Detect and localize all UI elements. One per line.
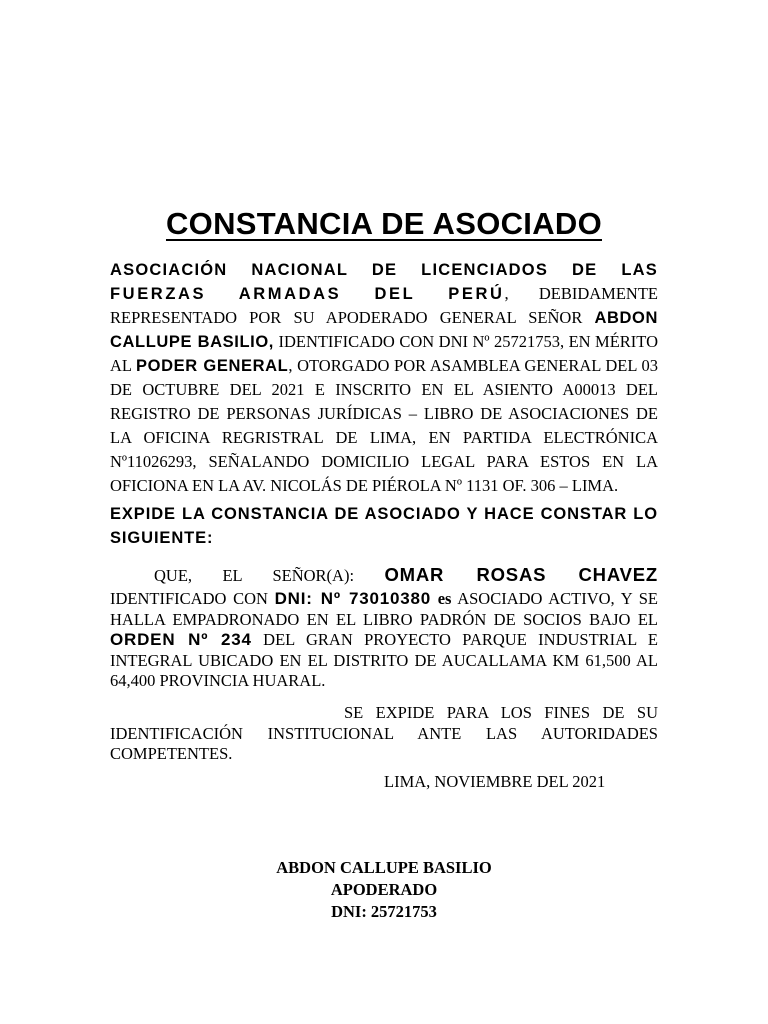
- member-text-c: DEL GRAN PROYECTO PARQUE INDUSTRIAL E INTEGRAL UBICADO EN EL DISTRITO DE AUCALLAMA KM 61,500 AL 64,400 PROVINCIA HUARAL.: [110, 630, 658, 690]
- member-line: [110, 562, 658, 589]
- member-dni: DNI: Nº 73010380: [274, 589, 432, 608]
- signature-role: APODERADO: [330, 880, 438, 899]
- paragraph-expide-colon: :: [207, 529, 214, 547]
- signature-name: ABDON CALLUPE BASILIO: [276, 858, 492, 877]
- member-name: OMAR ROSAS CHAVEZ: [384, 564, 658, 585]
- member-text-b: ASOCIADO ACTIVO, Y SE HALLA EMPADRONADO EN EL LIBRO PADRÓN DE SOCIOS BAJO EL: [110, 589, 658, 629]
- paragraph-association-text-b: IDENTIFICADO CON DNI Nº 25721753, EN MÉRITO AL: [110, 332, 658, 375]
- member-lead: QUE, EL SEÑOR(A):: [154, 566, 385, 585]
- paragraph-purpose: [110, 703, 658, 765]
- member-text-a: IDENTIFICADO CON: [110, 589, 275, 608]
- purpose-text: SE EXPIDE PARA LOS FINES DE SU IDENTIFICACIÓN INSTITUCIONAL ANTE LAS AUTORIDADES COMPETENTES.: [110, 703, 658, 763]
- association-name-line1: ASOCIACIÓN NACIONAL DE LICENCIADOS DE LAS: [110, 261, 658, 279]
- member-text-es: es: [431, 589, 452, 608]
- paragraph-expide: [110, 502, 658, 550]
- member-orden: ORDEN Nº 234: [110, 630, 252, 649]
- association-name-line2: FUERZAS ARMADAS DEL PERÚ: [110, 285, 505, 303]
- paragraph-association-text-a: , DEBIDAMENTE REPRESENTADO POR SU APODERADO GENERAL SEÑOR: [110, 284, 658, 327]
- signature-dni: DNI: 25721753: [331, 902, 437, 921]
- paragraph-association: [110, 258, 658, 498]
- apoderado-name: ABDON CALLUPE BASILIO,: [110, 309, 658, 351]
- document-date: LIMA, NOVIEMBRE DEL 2021: [384, 772, 606, 791]
- paragraph-member: [110, 562, 658, 692]
- paragraph-association-body: [110, 282, 658, 498]
- paragraph-expide-text: EXPIDE LA CONSTANCIA DE ASOCIADO Y HACE CONSTAR LO SIGUIENTE: [110, 505, 658, 547]
- poder-general: PODER GENERAL: [136, 357, 289, 375]
- paragraph-association-text-c: , OTORGADO POR ASAMBLEA GENERAL DEL 03 DE OCTUBRE DEL 2021 E INSCRITO EN EL ASIENTO A00013 DEL REGISTRO DE PERSONAS JURÍDICAS – LIBRO DE ASOCIACIONES DE LA OFICINA REGRISTRAL DE LIMA, EN PARTIDA ELECTRÓNICA Nº11026293, SEÑALANDO DOMICILIO LEGAL PARA ESTOS EN LA OFICIONA EN LA AV. NICOLÁS DE PIÉROLA Nº 1131 OF. 306 – LIMA.: [110, 356, 659, 495]
- document-title: CONSTANCIA DE ASOCIADO: [165, 206, 602, 241]
